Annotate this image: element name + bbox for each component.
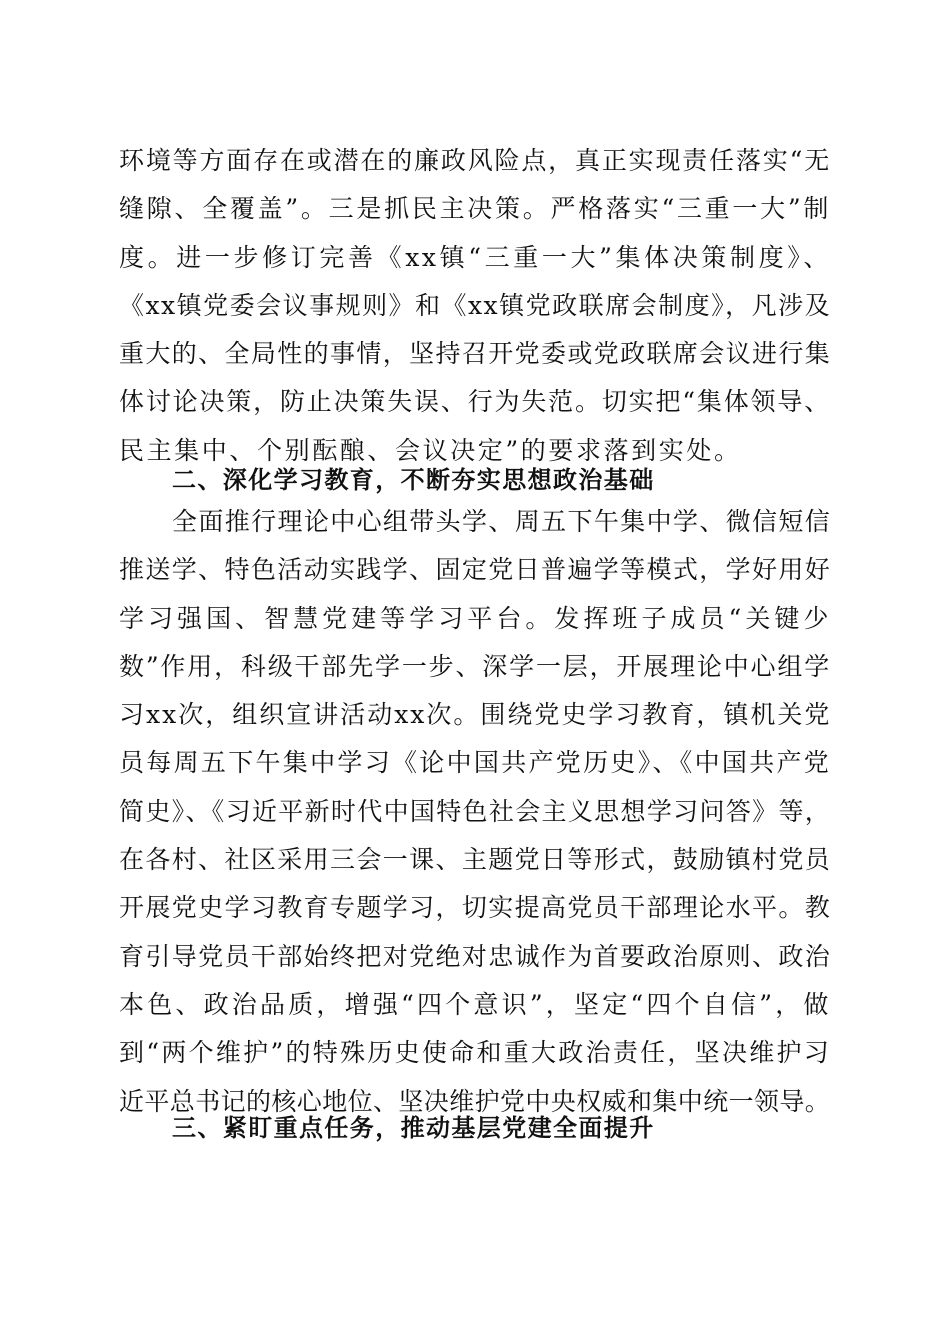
paragraph-line: 习xx次，组织宣讲活动xx次。围绕党史学习教育，镇机关党 bbox=[119, 700, 832, 730]
paragraph-line: 育引导党员干部始终把对党绝对忠诚作为首要政治原则、政治 bbox=[119, 941, 831, 971]
paragraph-line: 推送学、特色活动实践学、固定党日普遍学等模式，学好用好 bbox=[119, 555, 831, 585]
paragraph-line: 数”作用，科级干部先学一步、深学一层，开展理论中心组学 bbox=[119, 651, 831, 681]
paragraph-line: 简史》、《习近平新时代中国特色社会主义思想学习问答》等， bbox=[119, 796, 831, 826]
paragraph-risk-and-decision bbox=[119, 137, 831, 475]
paragraph-study-education bbox=[119, 498, 831, 1126]
paragraph-line: 全面推行理论中心组带头学、周五下午集中学、微信短信 bbox=[172, 507, 831, 536]
paragraph-line: 度。进一步修订完善《xx镇“三重一大”集体决策制度》、 bbox=[119, 242, 831, 272]
paragraph-line: 环境等方面存在或潜在的廉政风险点，真正实现责任落实“无 bbox=[119, 146, 831, 175]
paragraph-line: 员每周五下午集中学习《论中国共产党历史》、《中国共产党 bbox=[119, 748, 831, 778]
paragraph-line: 近平总书记的核心地位、坚决维护党中央权威和集中统一领导。 bbox=[119, 1086, 831, 1116]
paragraph-line: 本色、政治品质，增强“四个意识”，坚定“四个自信”，做 bbox=[119, 989, 831, 1019]
paragraph-line: 民主集中、个别酝酿、会议决定”的要求落到实处。 bbox=[119, 435, 742, 465]
paragraph-line: 重大的、全局性的事情，坚持召开党委或党政联席会议进行集 bbox=[119, 339, 831, 369]
paragraph-line: 开展党史学习教育专题学习，切实提高党员干部理论水平。教 bbox=[119, 893, 831, 923]
section-heading-3: 三、紧盯重点任务，推动基层党建全面提升 bbox=[172, 1114, 655, 1142]
paragraph-line: 《xx镇党委会议事规则》和《xx镇党政联席会制度》，凡涉及 bbox=[119, 290, 831, 320]
paragraph-line: 在各村、社区采用三会一课、主题党日等形式，鼓励镇村党员 bbox=[119, 845, 831, 875]
paragraph-line: 学习强国、智慧党建等学习平台。发挥班子成员“关键少 bbox=[119, 603, 831, 633]
paragraph-line: 缝隙、全覆盖”。三是抓民主决策。严格落实“三重一大”制 bbox=[119, 194, 831, 224]
section-heading-2: 二、深化学习教育，不断夯实思想政治基础 bbox=[172, 466, 655, 494]
paragraph-line: 到“两个维护”的特殊历史使命和重大政治责任，坚决维护习 bbox=[119, 1038, 831, 1068]
paragraph-line: 体讨论决策，防止决策失误、行为失范。切实把“集体领导、 bbox=[119, 387, 831, 417]
